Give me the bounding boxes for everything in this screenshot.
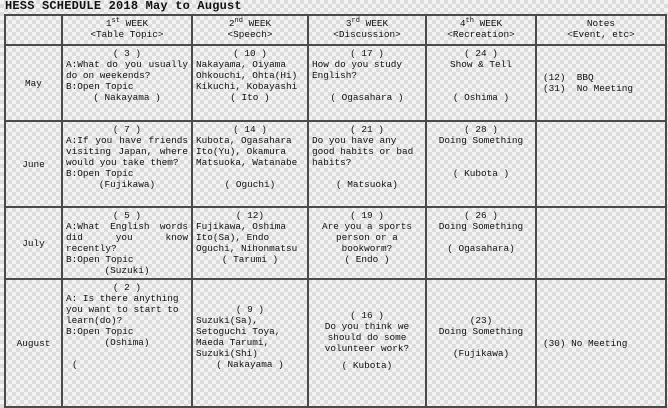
row-may <box>5 45 666 121</box>
week1-cell <box>62 207 192 279</box>
speakers: Fujikawa, Oshima Ito(Sa), Endo Oguchi, Nihonmatsu <box>196 221 298 254</box>
facilitator: ( Ogasahara) <box>447 243 515 254</box>
topic-b: B:Open Topic <box>66 254 134 265</box>
month-label: June <box>5 121 62 207</box>
week3-cell <box>308 121 426 207</box>
header-week-2: 2nd WEEK <Speech> <box>192 15 308 45</box>
facilitator: ( Endo ) <box>344 254 390 265</box>
row-july <box>5 207 666 279</box>
week2-cell <box>192 207 308 279</box>
notes-cell <box>536 45 666 121</box>
date: ( 3 ) <box>112 48 142 59</box>
facilitator: (Fujikawa) <box>98 179 156 190</box>
topic-b: B:Open Topic <box>66 81 134 92</box>
header-notes: Notes <Event, etc> <box>536 15 666 45</box>
date: ( 14 ) <box>233 124 267 135</box>
note: (30) No Meeting <box>543 337 628 349</box>
speakers: Suzuki(Sa), Setoguchi Toya, Maeda Tarumi, Suzuki(Shi) <box>196 315 281 359</box>
date: (23) <box>469 315 493 326</box>
week3-cell <box>308 207 426 279</box>
month-label: July <box>5 207 62 279</box>
note: (12) BBQ <box>543 72 594 83</box>
facilitator: ( Kubota) <box>341 360 393 371</box>
facilitator: ( Nakayama ) <box>216 359 284 370</box>
recreation: Show & Tell <box>450 59 512 70</box>
row-august <box>5 279 666 407</box>
week3-cell <box>308 279 426 407</box>
topic-a: A: Is there anything you want to start to learn(do)? <box>66 293 179 326</box>
recreation: Doing Something <box>438 135 524 146</box>
facilitator: (Oshima) <box>104 337 150 348</box>
week1-cell <box>62 45 192 121</box>
date: ( 17 ) <box>350 48 384 59</box>
date: ( 26 ) <box>464 210 498 221</box>
week1-cell <box>62 121 192 207</box>
date: ( 21 ) <box>350 124 384 135</box>
topic-a: A:What English words did you know recently? <box>66 221 188 254</box>
date: ( 12) <box>235 210 265 221</box>
facilitator: ( Ogasahara ) <box>330 92 404 103</box>
notes-cell <box>536 207 666 279</box>
facilitator: ( Nakayama ) <box>93 92 161 103</box>
facilitator: ( Tarumi ) <box>221 254 279 265</box>
week4-cell <box>426 279 536 407</box>
date: ( 24 ) <box>464 48 498 59</box>
week2-cell <box>192 45 308 121</box>
discussion-topic: Do you have any good habits or bad habits? <box>312 135 414 168</box>
stray-text: ( <box>72 359 78 370</box>
facilitator: (Fujikawa) <box>452 348 510 359</box>
page-title: HESS SCHEDULE 2018 May to August <box>5 0 242 13</box>
date: ( 2 ) <box>112 282 142 293</box>
header-row <box>5 15 666 45</box>
speakers: Kubota, Ogasahara Ito(Yu), Okamura Matsuoka, Watanabe <box>196 135 298 168</box>
date: ( 5 ) <box>112 210 142 221</box>
notes-cell <box>536 279 666 407</box>
facilitator: ( Oshima ) <box>452 92 510 103</box>
schedule-table <box>4 14 667 408</box>
facilitator: ( Matsuoka) <box>336 179 398 190</box>
header-week-4: 4th WEEK <Recreation> <box>426 15 536 45</box>
header-corner <box>5 15 62 45</box>
header-week-1: 1st WEEK <Table Topic> <box>62 15 192 45</box>
date: ( 19 ) <box>350 210 384 221</box>
topic-b: B:Open Topic <box>66 326 134 337</box>
header-week-3: 3rd WEEK <Discussion> <box>308 15 426 45</box>
note: (31) No Meeting <box>543 83 634 94</box>
date: ( 10 ) <box>233 48 267 59</box>
notes-cell <box>536 121 666 207</box>
discussion-topic: Are you a sports person or a bookworm? <box>321 221 412 254</box>
row-june <box>5 121 666 207</box>
discussion-topic: How do you study English? <box>312 59 403 81</box>
date: ( 28 ) <box>464 124 498 135</box>
recreation: Doing Something <box>438 221 524 232</box>
week2-cell <box>192 121 308 207</box>
facilitator: ( Kubota ) <box>452 168 510 179</box>
week3-cell <box>308 45 426 121</box>
facilitator: (Suzuki) <box>104 265 150 276</box>
month-label: August <box>5 279 62 407</box>
discussion-topic: Do you think we should do some volunteer work? <box>324 321 410 354</box>
week2-cell <box>192 279 308 407</box>
speakers: Nakayama, Oiyama Ohkouchi, Ohta(Hi) Kikuchi, Kobayashi <box>196 59 298 92</box>
week4-cell <box>426 45 536 121</box>
topic-a: A:If you have friends visiting Japan, where would you take them? <box>66 135 188 168</box>
topic-b: B:Open Topic <box>66 168 134 179</box>
facilitator: ( Oguchi) <box>224 179 276 190</box>
topic-a: A:What do you usually do on weekends? <box>66 59 188 81</box>
week4-cell <box>426 121 536 207</box>
week4-cell <box>426 207 536 279</box>
month-label: May <box>5 45 62 121</box>
date: ( 7 ) <box>112 124 142 135</box>
date: ( 16 ) <box>350 310 384 321</box>
week1-cell <box>62 279 192 407</box>
facilitator: ( Ito ) <box>230 92 270 103</box>
date: ( 9 ) <box>235 304 265 315</box>
recreation: Doing Something <box>438 326 524 337</box>
